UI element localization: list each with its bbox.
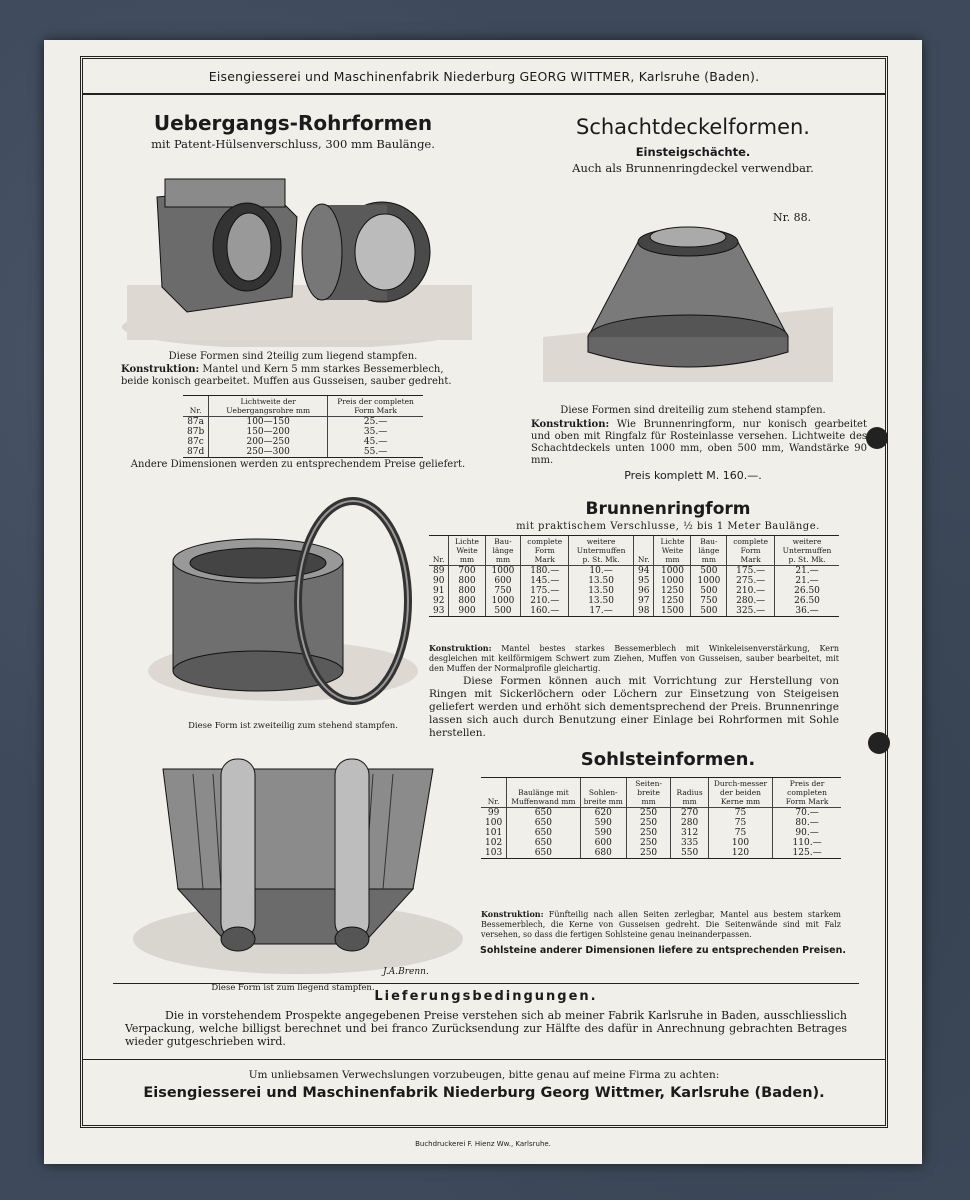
- table-cell: 1250: [654, 586, 691, 596]
- table-cell: 590: [580, 818, 626, 828]
- table-cell: 620: [580, 808, 626, 819]
- table-cell: 210.—: [521, 596, 569, 606]
- table-cell: 35.—: [328, 427, 423, 437]
- construction-label: Konstruktion:: [121, 364, 200, 375]
- table-cell: 175.—: [521, 586, 569, 596]
- construction-label: Konstruktion:: [429, 643, 492, 653]
- table-cell: 25.—: [328, 417, 423, 428]
- divider: [113, 983, 859, 984]
- table-header: Sohlen-breite mm: [580, 778, 626, 808]
- table-cell: 101: [485, 828, 503, 838]
- construction-text: Wie Brunnenringform, nur konisch gearbeitet und oben mit Ringfalz für Rosteinlasse versehen. Lichtweite des Schachtdeckels unten 1000 mm, oben 500 mm, Wandstärke 90 mm.: [531, 419, 867, 466]
- table-cell: 1250: [654, 596, 691, 606]
- table-cell: 95: [634, 576, 654, 586]
- table-cell: 93: [429, 606, 449, 617]
- table-row: [481, 838, 841, 848]
- table-row: [429, 596, 839, 606]
- footer-notice: Um unliebsamen Verwechslungen vorzubeugen, bitte genau auf meine Firma zu achten:: [248, 1069, 720, 1081]
- table-cell: 1000: [485, 566, 521, 577]
- table-cell: 87d: [183, 447, 209, 458]
- table-cell: 103: [481, 848, 507, 859]
- table-cell: 500: [485, 606, 521, 617]
- table-row: [429, 576, 839, 586]
- table-cell: 13.50: [569, 586, 634, 596]
- table-cell: 275.—: [727, 576, 775, 586]
- table-cell: 680: [580, 848, 626, 859]
- table-cell: 87a: [187, 417, 205, 427]
- uebergang-caption: Diese Formen sind 2teilig zum liegend stampfen.: [168, 351, 418, 362]
- table-cell: 96: [634, 586, 654, 596]
- table-cell: 160.—: [521, 606, 569, 617]
- footer-firm: Eisengiesserei und Maschinenfabrik Niederburg Georg Wittmer, Karlsruhe (Baden).: [143, 1085, 825, 1101]
- table-cell: 102: [485, 838, 503, 848]
- schacht-subtitle2: Auch als Brunnenringdeckel verwendbar.: [572, 161, 814, 175]
- table-cell: 36.—: [775, 606, 839, 617]
- sohl-construction: [481, 909, 841, 940]
- table-row: [183, 437, 423, 447]
- table-header: weitere Untermuffen p. St. Mk.: [569, 536, 634, 566]
- table-row: [481, 848, 841, 859]
- table-cell: 75: [708, 818, 772, 828]
- table-cell: 180.—: [521, 566, 569, 577]
- table-cell: 125.—: [773, 848, 841, 859]
- table-cell: 650: [507, 808, 580, 819]
- table-header: Preis der completen Form Mark: [773, 778, 841, 808]
- table-cell: 1000: [654, 576, 691, 586]
- uebergang-note: Andere Dimensionen werden zu entsprechendem Preise geliefert.: [130, 459, 466, 470]
- table-cell: 500: [691, 606, 727, 617]
- schacht-price: Preis komplett M. 160.—.: [624, 469, 762, 482]
- table-cell: 100: [708, 838, 772, 848]
- table-row: [429, 566, 839, 577]
- table-row: [481, 808, 841, 819]
- table-cell: 1000: [654, 566, 691, 577]
- artist-signature: J.A.Brenn.: [383, 967, 429, 977]
- table-cell: 92: [433, 596, 445, 606]
- table-cell: 150—200: [209, 427, 328, 437]
- table-cell: 650: [507, 838, 580, 848]
- table-cell: 21.—: [775, 566, 839, 577]
- table-cell: 800: [449, 576, 485, 586]
- table-cell: 89: [433, 566, 445, 576]
- table-row: [481, 818, 841, 828]
- brochure-page: [44, 40, 922, 1164]
- table-header: complete Form Mark: [727, 536, 775, 566]
- table-cell: 700: [449, 566, 485, 577]
- table-cell: 98: [634, 606, 654, 617]
- table-cell: 1500: [654, 606, 691, 617]
- bottom-caption: Diese Form ist zum liegend stampfen.: [211, 983, 375, 993]
- table-cell: 55.—: [328, 447, 423, 458]
- table-cell: 100: [485, 818, 503, 828]
- brunnen-paragraph: Diese Formen können auch mit Vorrichtung zur Herstellung von Ringen mit Sickerlöchern oder Löchern zur Einsetzung von Steigeisen geliefert werden und erhöht sich dementsprechend der Preis. Brunnenringe lassen sich auch durch Benutzung einer Einlage bei Rohrformen mit Sohle herstellen.: [429, 675, 839, 739]
- table-cell: 120: [708, 848, 772, 859]
- table-cell: 26.50: [775, 586, 839, 596]
- table-header: Lichte Weite mm: [449, 536, 485, 566]
- page-frame: [80, 56, 888, 1128]
- table-cell: 500: [691, 566, 727, 577]
- table-cell: 250: [626, 808, 670, 819]
- table-header: Preis der completen Form Mark: [328, 396, 423, 417]
- table-cell: 26.50: [775, 596, 839, 606]
- table-cell: 312: [671, 828, 709, 838]
- table-cell: 270: [671, 808, 709, 819]
- pipe-mould-illustration: [117, 157, 477, 347]
- table-cell: 550: [671, 848, 709, 859]
- schacht-subtitle: Einsteigschächte.: [635, 145, 751, 159]
- table-cell: 17.—: [569, 606, 634, 617]
- table-cell: 1000: [691, 576, 727, 586]
- table-header: weitere Untermuffen p. St. Mk.: [775, 536, 839, 566]
- table-cell: 280.—: [727, 596, 775, 606]
- table-cell: 175.—: [727, 566, 775, 577]
- schacht-caption: Diese Formen sind dreiteilig zum stehend stampfen.: [560, 405, 826, 416]
- brunnen-title: Brunnenringform: [585, 499, 751, 519]
- table-cell: 600: [580, 838, 626, 848]
- table-cell: 80.—: [773, 818, 841, 828]
- table-cell: 650: [507, 848, 580, 859]
- table-header: Bau-länge mm: [485, 536, 521, 566]
- table-cell: 90.—: [773, 828, 841, 838]
- table-cell: 87c: [187, 437, 204, 447]
- table-row: [183, 427, 423, 437]
- table-header: Radius mm: [671, 778, 709, 808]
- table-row: [429, 606, 839, 617]
- sole-stone-mould-illustration: [133, 739, 463, 979]
- sohl-title: Sohlsteinformen.: [580, 749, 756, 770]
- table-cell: 800: [449, 586, 485, 596]
- brunnen-table: [429, 535, 839, 617]
- table-header: Lichtweite der Uebergangsrohre mm: [209, 396, 328, 417]
- table-cell: 87b: [187, 427, 205, 437]
- uebergang-price-table: [183, 395, 423, 458]
- table-cell: 650: [507, 818, 580, 828]
- table-row: [183, 417, 423, 428]
- table-cell: 250—300: [209, 447, 328, 458]
- table-cell: 800: [449, 596, 485, 606]
- schacht-construction: [531, 419, 867, 467]
- table-cell: 590: [580, 828, 626, 838]
- construction-text: Fünfteilig nach allen Seiten zerlegbar, Mantel aus bestem starkem Bessemerblech, die Kerne von Gusseisen gedreht. Die Seitenwände sind mit Falz versehen, so dass die fertigen Sohlsteine genau ineinanderpassen.: [481, 910, 842, 939]
- table-cell: 100—150: [209, 417, 328, 428]
- table-cell: 21.—: [775, 576, 839, 586]
- table-cell: 13.50: [569, 576, 634, 586]
- table-cell: 75: [708, 828, 772, 838]
- table-cell: 250: [626, 848, 670, 859]
- table-header: Bau-länge mm: [691, 536, 727, 566]
- uebergang-construction: [121, 364, 471, 388]
- well-ring-mould-illustration: [143, 491, 443, 711]
- table-cell: 90: [433, 576, 445, 586]
- brunnen-construction: [429, 643, 839, 674]
- construction-text: Mantel bestes starkes Bessemerblech mit Winkeleisenverstärkung, Kern desgleichen mit keilförmigem Schwert zum Ziehen, Muffen von Gusseisen, sauber bearbeitet, mit den Muffen der Normalprofile gleichartig.: [429, 644, 840, 673]
- table-cell: 750: [485, 586, 521, 596]
- schacht-title: Schachtdeckelformen.: [576, 115, 810, 139]
- table-cell: 210.—: [727, 586, 775, 596]
- table-cell: 750: [691, 596, 727, 606]
- printer-line: Buchdruckerei F. Hienz Ww., Karlsruhe.: [415, 1140, 551, 1148]
- table-cell: 75: [708, 808, 772, 819]
- table-header: Nr.: [429, 536, 449, 566]
- table-header: Baulänge mit Muffenwand mm: [507, 778, 580, 808]
- table-cell: 13.50: [569, 596, 634, 606]
- table-cell: 1000: [485, 596, 521, 606]
- manhole-mould-illustration: [533, 187, 843, 387]
- table-header: Nr.: [481, 778, 507, 808]
- liefer-title: Lieferungsbedingungen.: [374, 989, 598, 1004]
- table-cell: 500: [691, 586, 727, 596]
- table-cell: 325.—: [727, 606, 775, 617]
- table-cell: 600: [485, 576, 521, 586]
- sohl-table: [481, 777, 841, 859]
- construction-text: Mantel und Kern 5 mm starkes Bessemerblech, beide konisch gearbeitet. Muffen aus Gusseisen, sauber gedreht.: [121, 364, 452, 387]
- construction-label: Konstruktion:: [481, 909, 544, 919]
- schacht-number: Nr. 88.: [773, 211, 812, 224]
- header-firm-line: Eisengiesserei und Maschinenfabrik Niederburg GEORG WITTMER, Karlsruhe (Baden).: [83, 59, 885, 95]
- table-cell: 45.—: [328, 437, 423, 447]
- uebergang-subtitle: mit Patent-Hülsenverschluss, 300 mm Baulänge.: [151, 137, 435, 151]
- table-cell: 110.—: [773, 838, 841, 848]
- table-cell: 94: [634, 566, 654, 577]
- table-cell: 145.—: [521, 576, 569, 586]
- table-header: Nr.: [634, 536, 654, 566]
- table-cell: 250: [626, 818, 670, 828]
- table-cell: 97: [634, 596, 654, 606]
- sohl-note: Sohlsteine anderer Dimensionen liefere zu entsprechenden Preisen.: [480, 945, 846, 956]
- table-row: [429, 586, 839, 596]
- table-header: complete Form Mark: [521, 536, 569, 566]
- ring-caption: Diese Form ist zweiteilig zum stehend stampfen.: [188, 721, 398, 731]
- table-row: [183, 447, 423, 458]
- construction-label: Konstruktion:: [531, 419, 610, 430]
- uebergang-title: Uebergangs-Rohrformen: [153, 111, 433, 135]
- table-cell: 280: [671, 818, 709, 828]
- table-row: [481, 828, 841, 838]
- table-header: Durch-messer der beiden Kerne mm: [708, 778, 772, 808]
- table-cell: 200—250: [209, 437, 328, 447]
- table-cell: 250: [626, 838, 670, 848]
- table-header: Nr.: [183, 396, 209, 417]
- table-cell: 91: [433, 586, 445, 596]
- liefer-text: Die in vorstehendem Prospekte angegebenen Preise verstehen sich ab meiner Fabrik Karlsruhe in Baden, ausschliesslich Verpackung, welche billigst berechnet und bei franco Zurücksendung zur Hälfte des dafür in Anrechnung gebrachten Betrages wieder gutgeschrieben wird.: [125, 1009, 847, 1048]
- table-cell: 650: [507, 828, 580, 838]
- table-header: Seiten-breite mm: [626, 778, 670, 808]
- table-cell: 250: [626, 828, 670, 838]
- table-cell: 900: [449, 606, 485, 617]
- divider: [83, 1059, 885, 1060]
- table-cell: 10.—: [569, 566, 634, 577]
- table-header: Lichte Weite mm: [654, 536, 691, 566]
- table-cell: 99: [487, 808, 500, 818]
- brunnen-subtitle: mit praktischem Verschlusse, ½ bis 1 Meter Baulänge.: [516, 521, 820, 532]
- table-cell: 335: [671, 838, 709, 848]
- table-cell: 70.—: [773, 808, 841, 819]
